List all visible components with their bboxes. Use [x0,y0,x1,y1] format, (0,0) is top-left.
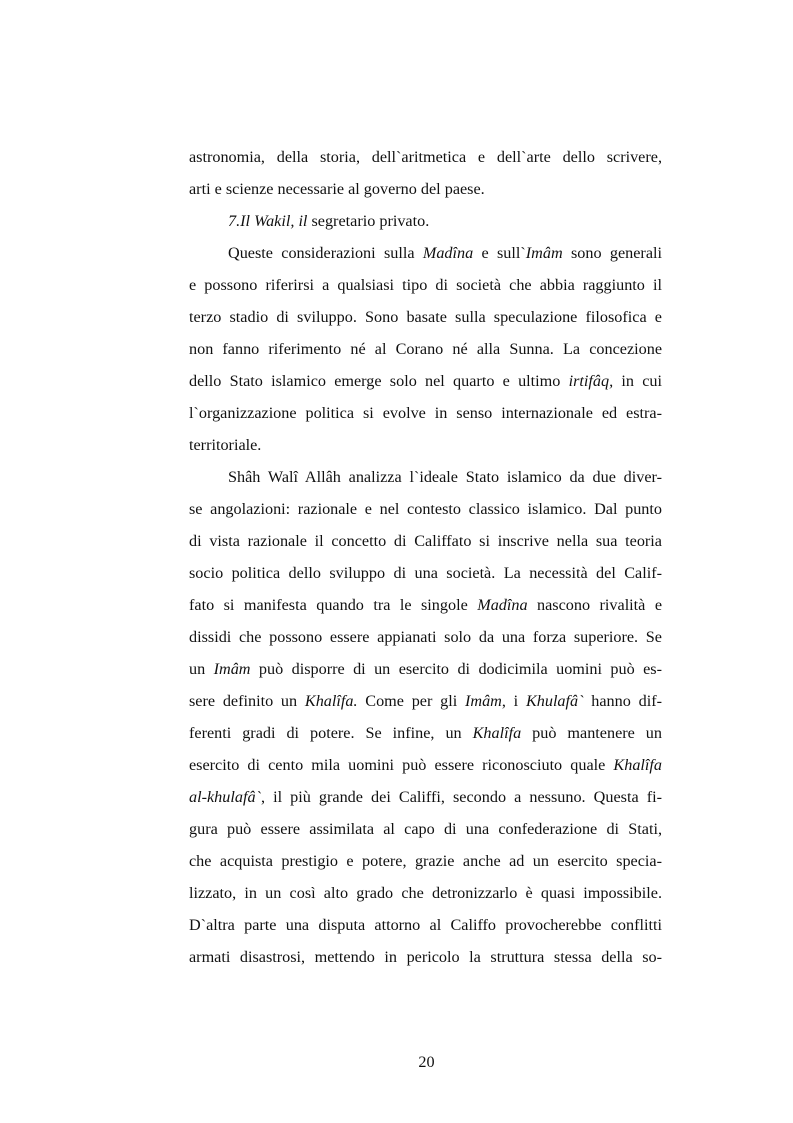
text-run: terzo stadio di sviluppo. Sono basate sulla speculazione filosofica e [189,308,662,326]
text-run: socio politica dello sviluppo di una società. La necessità del Calif- [189,564,662,582]
text-line [189,333,662,365]
text-run: e possono riferirsi a qualsiasi tipo di società che abbia raggiunto il [189,276,662,294]
text-run: Queste considerazioni sulla [228,244,423,262]
text-run: arti e scienze necessarie al governo del paese. [189,180,485,198]
text-line [189,813,662,845]
text-run: può mantenere un [521,724,662,742]
body-text [189,141,662,973]
text-run: un [189,660,214,678]
text-line [189,525,662,557]
text-run: nascono rivalità e [527,596,663,614]
text-line [189,685,662,717]
italic-term: Imâm [465,692,502,710]
text-run: in cui [613,372,662,390]
text-run: esercito di cento mila uomini può essere riconosciuto quale [189,756,614,774]
text-run: ferenti gradi di potere. Se infine, un [189,724,473,742]
italic-term: Madîna [477,596,528,614]
text-run: sere definito un [189,692,305,710]
text-line [189,461,662,493]
text-run: , il più grande dei Califfi, secondo a nessuno. Questa fi- [260,788,662,806]
text-run: l`organizzazione politica si evolve in senso internazionale ed estra- [189,404,662,422]
italic-term: irtifâq, [568,372,614,390]
text-run: gura può essere assimilata al capo di una confederazione di Stati, [189,820,662,838]
text-line [189,749,662,781]
text-run: dissidi che possono essere appianati solo da una forza superiore. Se [189,628,662,646]
text-run: sono generali [562,244,662,262]
italic-term: Khalîfa [472,724,522,742]
italic-term: Khalîfa [613,756,662,774]
text-line [189,589,662,621]
text-line [189,269,662,301]
text-run: può disporre di un esercito di dodicimila uomini può es- [250,660,662,678]
text-line [189,557,662,589]
text-run: che acquista prestigio e potere, grazie anche ad un esercito specia- [189,852,662,870]
text-line [189,141,662,173]
text-run: segretario privato. [307,212,430,230]
text-line [189,845,662,877]
text-line [189,781,662,813]
italic-term: Khulafâ` [525,692,584,710]
italic-term: 7.Il Wakil, il [228,212,308,230]
text-run: armati disastrosi, mettendo in pericolo la struttura stessa della so- [189,948,662,966]
text-line [189,429,662,461]
italic-term: Imâm [525,244,563,262]
italic-term: Imâm [213,660,251,678]
page-number: 20 [418,1053,435,1071]
text-run: di vista razionale il concetto di Califfato si inscrive nella sua teoria [189,532,662,550]
text-line [189,365,662,397]
text-line [189,621,662,653]
text-run: astronomia, della storia, dell`aritmetica e dell`arte dello scrivere, [189,148,662,166]
text-line [189,653,662,685]
italic-term: Khalîfa. [304,692,358,710]
text-line [189,173,662,205]
text-run: D`altra parte una disputa attorno al Califfo provocherebbe conflitti [189,916,662,934]
section-heading [189,205,662,237]
italic-term: Madîna [422,244,474,262]
text-run: se angolazioni: razionale e nel contesto classico islamico. Dal punto [189,500,662,518]
italic-term: al-khulafâ` [189,788,261,806]
text-run: fato si manifesta quando tra le singole [189,596,478,614]
text-run: hanno dif- [583,692,662,710]
text-line [189,717,662,749]
text-run: Come per gli [357,692,465,710]
text-line [189,301,662,333]
text-line [189,237,662,269]
text-line [189,941,662,973]
text-run: e sull` [473,244,526,262]
text-line [189,877,662,909]
text-run: territoriale. [189,436,262,454]
text-line [189,909,662,941]
text-line [189,397,662,429]
text-run: Shâh Walî Allâh analizza l`ideale Stato islamico da due diver- [228,468,662,486]
text-run: lizzato, in un così alto grado che detronizzarlo è quasi impossibile. [189,884,662,902]
text-run: , i [501,692,526,710]
text-line [189,493,662,525]
text-run: non fanno riferimento né al Corano né alla Sunna. La concezione [189,340,662,358]
text-run: dello Stato islamico emerge solo nel quarto e ultimo [189,372,569,390]
